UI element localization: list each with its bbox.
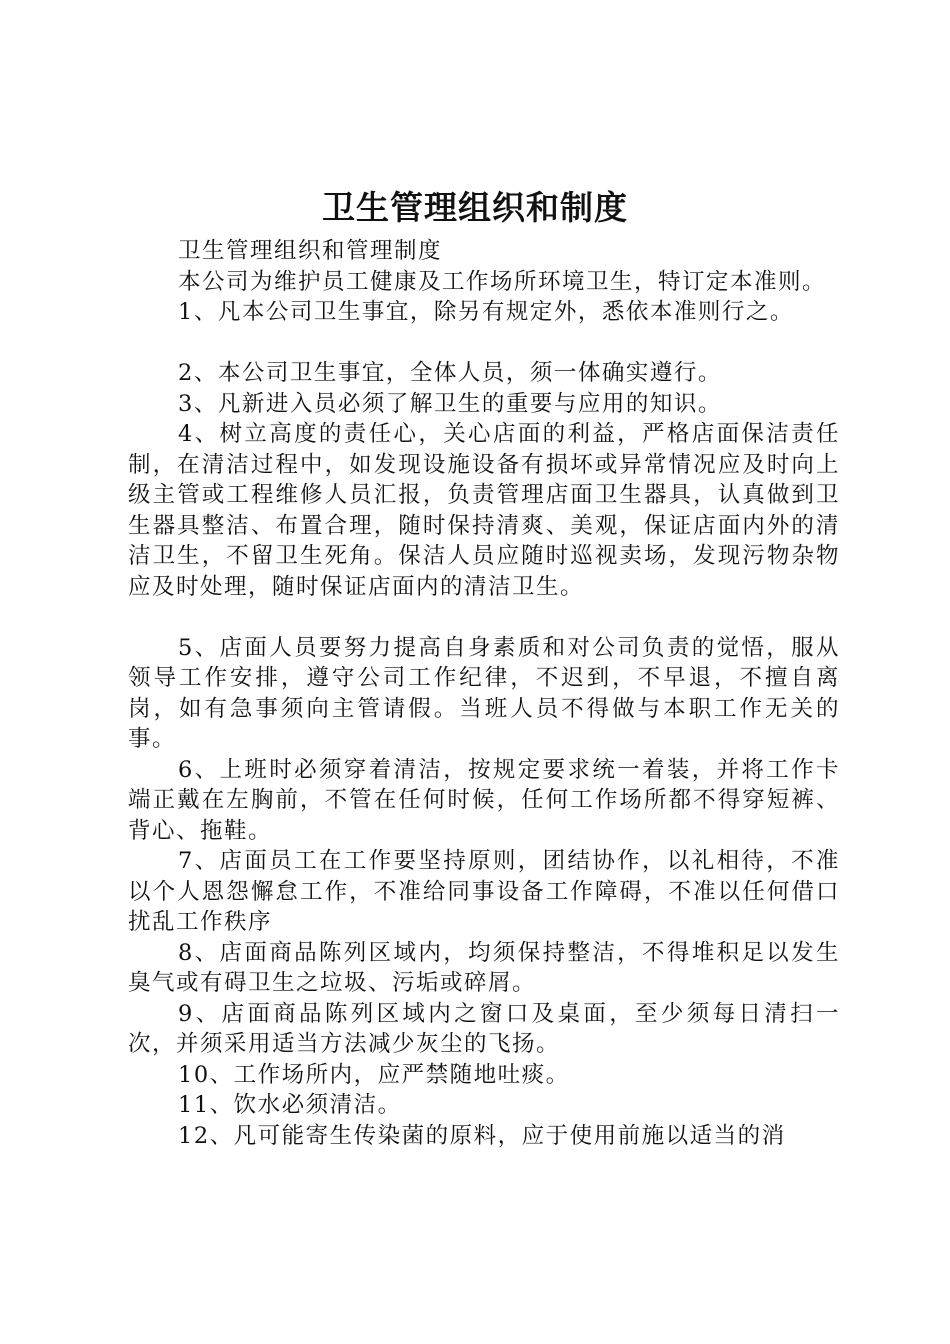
paragraph-item-5: 5、店面人员要努力提高自身素质和对公司负责的觉悟，服从领导工作安排，遵守公司工作纪律，不迟到，不早退，不擅自离岗，如有急事须向主管请假。当班人员不得做与本职工作无关的事。 [128, 634, 840, 752]
paragraph-item-6: 6、上班时必须穿着清洁，按规定要求统一着装，并将工作卡端正戴在左胸前，不管在任何时候，任何工作场所都不得穿短裤、背心、拖鞋。 [128, 756, 840, 844]
paragraph-item-7: 7、店面员工在工作要坚持原则，团结协作，以礼相待，不准以个人恩怨懈怠工作，不准给同事设备工作障碍，不准以任何借口扰乱工作秩序 [128, 848, 840, 935]
paragraph-item-12: 12、凡可能寄生传染菌的原料，应于使用前施以适当的消 [178, 1122, 786, 1149]
paragraph-intro: 本公司为维护员工健康及工作场所环境卫生，特订定本准则。 [178, 268, 827, 295]
paragraph-subtitle: 卫生管理组织和管理制度 [178, 238, 443, 264]
paragraph-item-11: 11、饮水必须清洁。 [178, 1092, 402, 1118]
document-body [128, 236, 840, 1151]
document-title: 卫生管理组织和制度 [322, 188, 628, 227]
paragraph-item-10: 10、工作场所内，应严禁随地吐痰。 [178, 1061, 570, 1088]
paragraph-item-9: 9、店面商品陈列区域内之窗口及桌面，至少须每日清扫一次，并须采用适当方法减少灰尘的飞扬。 [128, 1000, 840, 1057]
paragraph-item-8: 8、店面商品陈列区域内，均须保持整洁，不得堆积足以发生臭气或有碍卫生之垃圾、污垢或碎屑。 [128, 939, 840, 996]
paragraph-item-2: 2、本公司卫生事宜，全体人员，须一体确实遵行。 [178, 360, 722, 386]
paragraph-item-1: 1、凡本公司卫生事宜，除另有规定外，悉依本准则行之。 [178, 299, 794, 325]
paragraph-item-3: 3、凡新进入员必须了解卫生的重要与应用的知识。 [178, 390, 722, 417]
paragraph-item-4: 4、树立高度的责任心，关心店面的利益，严格店面保洁责任制，在清洁过程中，如发现设施设备有损坏或异常情况应及时向上级主管或工程维修人员汇报，负责管理店面卫生器具，认真做到卫生器具整洁、布置合理，随时保持清爽、美观，保证店面内外的清洁卫生，不留卫生死角。保洁人员应随时巡视卖场，发现污物杂物应及时处理，随时保证店面内的清洁卫生。 [128, 421, 840, 600]
